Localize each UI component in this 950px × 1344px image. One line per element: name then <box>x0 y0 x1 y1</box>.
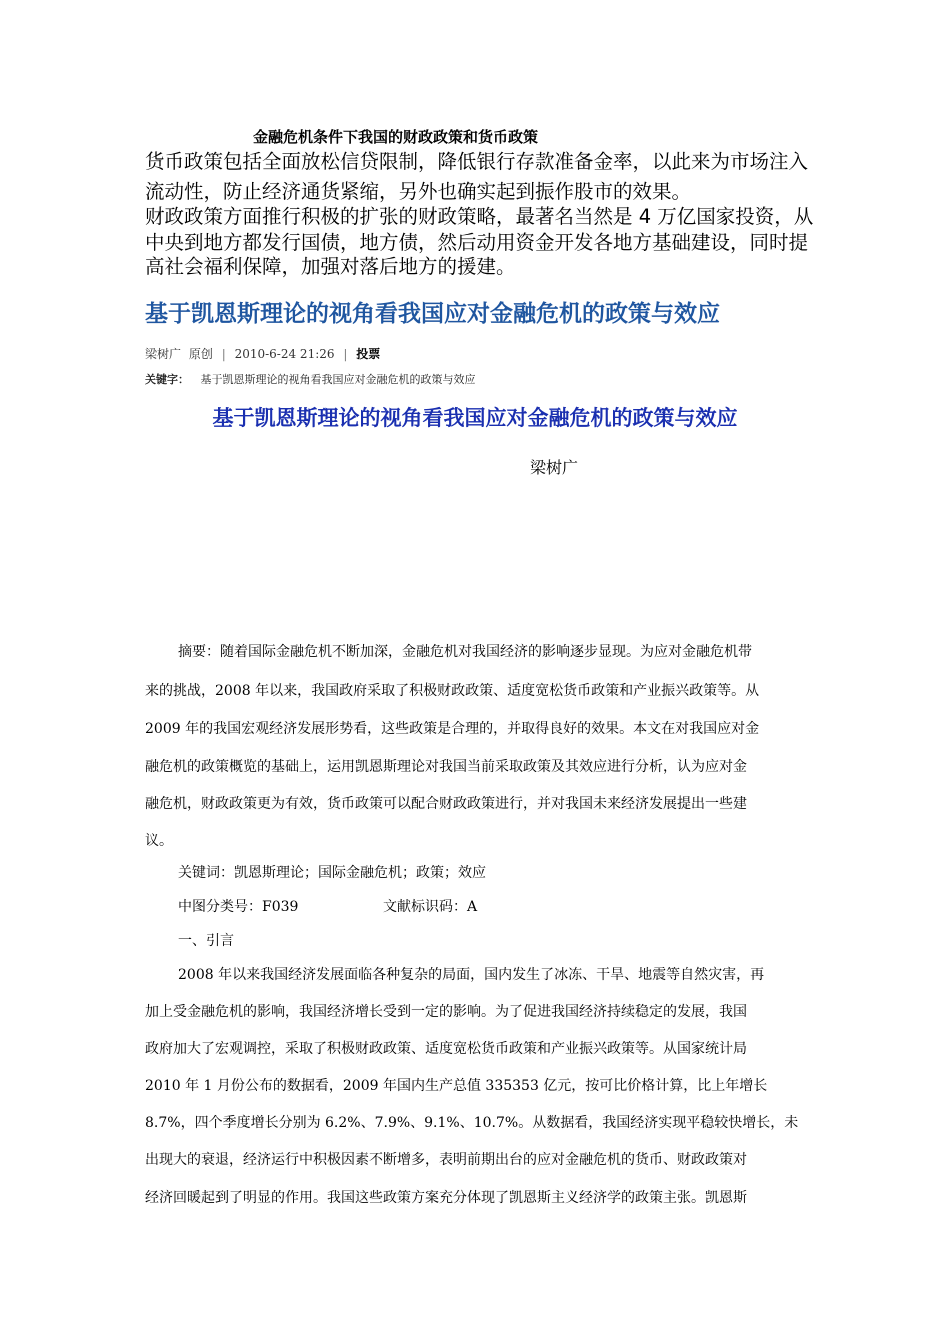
article-meta <box>145 345 380 362</box>
meta-datetime: 2010-6-24 21:26 <box>234 347 335 361</box>
intro-line: 货币政策包括全面放松信贷限制，降低银行存款准备金率，以此来为市场注入 <box>145 150 809 173</box>
meta-author[interactable]: 梁树广 <box>145 347 182 361</box>
body-line: 2010 年 1 月份公布的数据看，2009 年国内生产总值 335353 亿元，按可比价格计算，比上年增长 <box>145 1078 768 1094</box>
body-line: 政府加大了宏观调控，采取了积极财政政策、适度宽松货币政策和产业振兴政策等。从国家统计局 <box>145 1041 747 1057</box>
abstract-line: 融危机，财政政策更为有效，货币政策可以配合财政政策进行，并对我国未来经济发展提出一些建 <box>145 796 747 812</box>
intro-line: 高社会福利保障，加强对落后地方的援建。 <box>145 255 516 278</box>
vote-link[interactable]: 投票 <box>356 347 381 361</box>
abstract-line: 摘要：随着国际金融危机不断加深，金融危机对我国经济的影响逐步显现。为应对金融危机带 <box>178 644 752 660</box>
abstract-line: 议。 <box>145 833 173 849</box>
body-line: 出现大的衰退，经济运行中积极因素不断增多，表明前期出台的应对金融危机的货币、财政政策对 <box>145 1152 747 1168</box>
abstract-line: 融危机的政策概览的基础上，运用凯恩斯理论对我国当前采取政策及其效应进行分析，认为应对金 <box>145 759 747 775</box>
meta-divider: | <box>221 347 226 361</box>
body-line: 2008 年以来我国经济发展面临各种复杂的局面，国内发生了冰冻、干旱、地震等自然灾害，再 <box>178 967 765 983</box>
paper-author: 梁树广 <box>530 458 579 477</box>
keywords-line: 关键词：凯恩斯理论；国际金融危机；政策；效应 <box>178 865 486 881</box>
keywords-value[interactable]: 基于凯恩斯理论的视角看我国应对金融危机的政策与效应 <box>200 373 476 386</box>
abstract-line: 2009 年的我国宏观经济发展形势看，这些政策是合理的，并取得良好的效果。本文在对我国应对金 <box>145 721 760 737</box>
keywords-bar <box>145 371 476 387</box>
top-title: 金融危机条件下我国的财政政策和货币政策 <box>253 128 539 146</box>
body-line: 经济回暖起到了明显的作用。我国这些政策方案充分体现了凯恩斯主义经济学的政策主张。凯恩斯 <box>145 1190 747 1206</box>
paper-title: 基于凯恩斯理论的视角看我国应对金融危机的政策与效应 <box>212 406 738 430</box>
body-line: 加上受金融危机的影响，我国经济增长受到一定的影响。为了促进我国经济持续稳定的发展，我国 <box>145 1004 747 1020</box>
meta-type: 原创 <box>188 347 213 361</box>
meta-divider: | <box>343 347 348 361</box>
article-heading[interactable]: 基于凯恩斯理论的视角看我国应对金融危机的政策与效应 <box>145 301 720 327</box>
section-heading: 一、引言 <box>178 933 234 949</box>
intro-line: 中央到地方都发行国债，地方债，然后动用资金开发各地方基础建设，同时提 <box>145 231 809 254</box>
clc-code: 中图分类号：F039 <box>178 899 299 915</box>
intro-line: 财政政策方面推行积极的扩张的财政策略，最著名当然是 4 万亿国家投资，从 <box>145 205 814 228</box>
abstract-line: 来的挑战，2008 年以来，我国政府采取了积极财政政策、适度宽松货币政策和产业振兴政策等。从 <box>145 683 760 699</box>
body-line: 8.7%，四个季度增长分别为 6.2%、7.9%、9.1%、10.7%。从数据看，我国经济实现平稳较快增长，未 <box>145 1115 799 1131</box>
keywords-label: 关键字： <box>145 373 189 386</box>
doc-code: 文献标识码：A <box>383 899 478 915</box>
intro-line: 流动性，防止经济通货紧缩，另外也确实起到振作股市的效果。 <box>145 180 692 203</box>
